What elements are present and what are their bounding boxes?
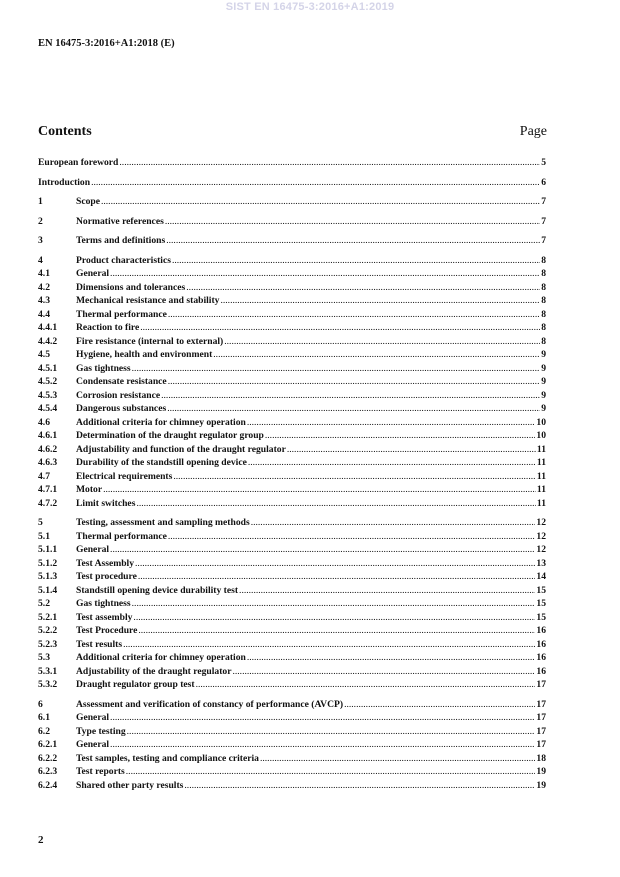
toc-entry-page: 5: [541, 157, 546, 168]
toc-entry-number: 6.2.2: [38, 752, 58, 764]
toc-entry[interactable]: [38, 779, 546, 793]
toc-entry-number: 4.7.2: [38, 497, 58, 509]
toc-leader-dots: [184, 779, 535, 793]
document-id: EN 16475-3:2016+A1:2018 (E): [38, 38, 175, 49]
toc-entry-number: 4.3: [38, 295, 50, 306]
toc-entry[interactable]: [38, 752, 546, 766]
toc-entry-number: 4.5: [38, 349, 50, 360]
toc-leader-dots: [172, 254, 540, 268]
toc-entry[interactable]: [38, 698, 546, 712]
toc-entry[interactable]: [38, 294, 546, 308]
toc-entry-page: 17: [536, 712, 546, 723]
toc-entry-page: 15: [536, 598, 546, 609]
toc-entry-page: 16: [536, 665, 546, 677]
toc-entry-number: 4.5.3: [38, 389, 58, 401]
toc-entry-title[interactable]: Dangerous substances: [76, 403, 167, 414]
toc-leader-dots: [110, 267, 540, 281]
toc-entry-number: 5.3.2: [38, 679, 58, 690]
toc-leader-dots: [91, 176, 540, 190]
toc-entry[interactable]: [38, 389, 546, 403]
toc-entry-page: 10: [536, 416, 546, 428]
toc-entry-number: 4.7: [38, 470, 50, 482]
toc-entry[interactable]: [38, 516, 546, 530]
toc-entry-number: 4.5.1: [38, 362, 58, 374]
toc-entry[interactable]: [38, 267, 546, 281]
toc-entry-title[interactable]: Testing, assessment and sampling methods: [76, 517, 250, 528]
toc-leader-dots: [132, 597, 536, 611]
toc-entry-page: 9: [541, 403, 546, 414]
toc-entry[interactable]: [38, 429, 546, 443]
toc-entry-page: 7: [541, 215, 546, 227]
toc-entry-number: 5.1.2: [38, 557, 58, 569]
toc-leader-dots: [232, 665, 535, 679]
toc-entry[interactable]: [38, 624, 546, 638]
toc-leader-dots: [224, 335, 540, 349]
toc-entry-page: 8: [541, 254, 546, 266]
toc-entry-page: 19: [536, 766, 546, 777]
toc-entry-number: 4.6.1: [38, 430, 58, 441]
toc-leader-dots: [265, 429, 536, 443]
toc-entry[interactable]: [38, 738, 546, 752]
toc-entry-page: 12: [536, 544, 546, 555]
toc-leader-dots: [138, 624, 535, 638]
toc-entry-title[interactable]: Reaction to fire: [76, 322, 140, 333]
toc-leader-dots: [166, 234, 540, 248]
toc-entry[interactable]: [38, 234, 546, 248]
toc-leader-dots: [161, 389, 540, 403]
toc-leader-dots: [168, 308, 540, 322]
toc-entry-page: 11: [536, 470, 546, 482]
toc-entry-page: 9: [541, 349, 546, 360]
toc-entry-page: 18: [536, 752, 546, 764]
toc-leader-dots: [138, 570, 536, 584]
toc-entry-title[interactable]: Dimensions and tolerances: [76, 281, 186, 293]
toc-entry-number: 6.2.1: [38, 739, 58, 750]
toc-leader-dots: [239, 584, 535, 598]
toc-entry[interactable]: [38, 725, 546, 739]
toc-entry[interactable]: [38, 651, 546, 665]
toc-entry-page: 15: [536, 584, 546, 596]
toc-entry-number: 5.2: [38, 598, 50, 609]
toc-entry[interactable]: [38, 215, 546, 229]
toc-leader-dots: [110, 543, 535, 557]
toc-entry-number: 6: [38, 698, 43, 710]
toc-entry-page: 11: [536, 497, 546, 509]
toc-entry[interactable]: [38, 195, 546, 209]
toc-entry[interactable]: [38, 483, 546, 497]
toc-entry-number: 4.6: [38, 416, 50, 428]
page-column-label: Page: [519, 124, 547, 139]
toc-entry-page: 13: [536, 557, 546, 569]
toc-entry-number: 4.4: [38, 308, 50, 320]
toc-entry-title[interactable]: Fire resistance (internal to external): [76, 335, 224, 347]
toc-leader-dots: [344, 698, 535, 712]
toc-entry-page: 8: [541, 308, 546, 320]
toc-entry-page: 6: [541, 176, 546, 188]
toc-entry-title[interactable]: Determination of the draught regulator group: [76, 430, 264, 441]
toc-entry[interactable]: [38, 335, 546, 349]
toc-entry-title[interactable]: Thermal performance: [76, 530, 167, 542]
toc-entry-title[interactable]: Condensate resistance: [76, 376, 167, 387]
toc-entry-title[interactable]: Test samples, testing and compliance criteria: [76, 752, 259, 764]
toc-leader-dots: [133, 611, 535, 625]
toc-entry[interactable]: [38, 597, 546, 611]
toc-entry[interactable]: [38, 678, 546, 692]
toc-entry-number: 5.2.3: [38, 638, 58, 650]
toc-entry-title[interactable]: European foreword: [38, 157, 119, 168]
toc-entry-page: 14: [536, 571, 546, 582]
toc-entry[interactable]: [38, 402, 546, 416]
toc-entry-title[interactable]: Additional criteria for chimney operation: [76, 652, 246, 663]
toc-entry-title[interactable]: Gas tightness: [76, 362, 131, 374]
toc-leader-dots: [213, 348, 540, 362]
toc-entry-number: 6.1: [38, 712, 50, 723]
toc-entry-page: 9: [541, 389, 546, 401]
toc-entry-number: 5.1.3: [38, 571, 58, 582]
page-number: 2: [38, 834, 44, 846]
toc-entry[interactable]: [38, 470, 546, 484]
toc-entry-page: 7: [541, 235, 546, 246]
toc-entry-page: 17: [536, 698, 546, 710]
toc-entry-title[interactable]: Shared other party results: [76, 779, 184, 791]
toc-entry-title[interactable]: Terms and definitions: [76, 235, 166, 246]
toc-entry-page: 11: [536, 443, 546, 455]
toc-entry-title[interactable]: Test results: [76, 638, 123, 650]
toc-entry-page: 9: [541, 362, 546, 374]
toc-entry-page: 16: [536, 652, 546, 663]
toc-entry-number: 4.2: [38, 281, 50, 293]
toc-entry-title[interactable]: Standstill opening device durability test: [76, 584, 239, 596]
toc-entry-page: 8: [541, 268, 546, 279]
toc-entry-title[interactable]: Thermal performance: [76, 308, 167, 320]
toc-entry-title[interactable]: Gas tightness: [76, 598, 131, 609]
toc-entry[interactable]: [38, 584, 546, 598]
toc-entry[interactable]: [38, 456, 546, 470]
toc-entry[interactable]: [38, 665, 546, 679]
toc-entry-title[interactable]: Test procedure: [76, 571, 137, 582]
toc-entry-title[interactable]: Hygiene, health and environment: [76, 349, 213, 360]
toc-entry-number: 5.2.1: [38, 611, 58, 623]
toc-leader-dots: [123, 638, 535, 652]
toc-entry-page: 10: [536, 430, 546, 441]
toc-entry-page: 8: [541, 281, 546, 293]
toc-entry[interactable]: [38, 308, 546, 322]
toc-entry-number: 4.1: [38, 268, 50, 279]
toc-entry-title[interactable]: Adjustability of the draught regulator: [76, 665, 232, 677]
toc-leader-dots: [135, 557, 535, 571]
toc-entry-number: 4.7.1: [38, 484, 58, 495]
toc-entry-title[interactable]: General: [76, 739, 110, 750]
toc-entry-number: 4.6.3: [38, 457, 58, 468]
toc-entry[interactable]: [38, 362, 546, 376]
toc-entry[interactable]: [38, 176, 546, 190]
toc-leader-dots: [127, 725, 536, 739]
toc-entry-page: 11: [536, 484, 546, 495]
toc-leader-dots: [186, 281, 540, 295]
toc-entry[interactable]: [38, 416, 546, 430]
toc-entry[interactable]: [38, 348, 546, 362]
toc-entry[interactable]: [38, 557, 546, 571]
toc-leader-dots: [260, 752, 535, 766]
toc-entry-number: 5.3.1: [38, 665, 58, 677]
toc-leader-dots: [173, 470, 536, 484]
toc-entry[interactable]: [38, 570, 546, 584]
toc-entry-title[interactable]: Scope: [76, 196, 100, 207]
toc-leader-dots: [165, 215, 540, 229]
toc-entry-number: 6.2.4: [38, 779, 58, 791]
toc-entry-title[interactable]: Test reports: [76, 766, 125, 777]
toc-leader-dots: [167, 402, 540, 416]
toc-leader-dots: [247, 651, 536, 665]
toc-entry-number: 5.2.2: [38, 625, 58, 636]
toc-entry-title[interactable]: Motor: [76, 484, 103, 495]
toc-entry-title[interactable]: Normative references: [76, 215, 164, 227]
toc-entry-page: 15: [536, 611, 546, 623]
toc-entry-number: 3: [38, 235, 43, 246]
toc-entry-page: 7: [541, 196, 546, 207]
toc-entry-title[interactable]: General: [76, 544, 110, 555]
toc-entry[interactable]: [38, 156, 546, 170]
toc-entry[interactable]: [38, 543, 546, 557]
toc-entry[interactable]: [38, 638, 546, 652]
toc-entry-title[interactable]: Limit switches: [76, 497, 136, 509]
toc-entry-title[interactable]: Adjustability and function of the draught regulator: [76, 443, 286, 455]
toc-entry-title[interactable]: Test Assembly: [76, 557, 135, 569]
toc-leader-dots: [103, 483, 536, 497]
toc-leader-dots: [136, 497, 535, 511]
toc-leader-dots: [132, 362, 541, 376]
toc-entry-number: 4.5.4: [38, 403, 58, 414]
toc-entry-page: 12: [536, 517, 546, 528]
toc-entry-page: 16: [536, 638, 546, 650]
toc-entry-number: 4.6.2: [38, 443, 58, 455]
toc-entry[interactable]: [38, 611, 546, 625]
toc-entry-title[interactable]: Assessment and verification of constancy of performance (AVCP): [76, 698, 344, 710]
toc-entry-number: 6.2.3: [38, 766, 58, 777]
toc-entry[interactable]: [38, 254, 546, 268]
toc-entry-title[interactable]: Electrical requirements: [76, 470, 173, 482]
toc-entry-title[interactable]: Corrosion resistance: [76, 389, 161, 401]
toc-leader-dots: [220, 294, 540, 308]
toc-entry-title[interactable]: Durability of the standstill opening device: [76, 457, 247, 468]
contents-heading: Contents: [38, 124, 92, 139]
toc-entry-number: 4.4.2: [38, 335, 58, 347]
toc-leader-dots: [140, 321, 540, 335]
toc-entry-number: 2: [38, 215, 43, 227]
toc-entry-page: 17: [536, 679, 546, 690]
toc-entry-page: 17: [536, 725, 546, 737]
toc-entry[interactable]: [38, 530, 546, 544]
toc-entry[interactable]: [38, 375, 546, 389]
toc-entry-title[interactable]: Mechanical resistance and stability: [76, 295, 220, 306]
toc-entry-page: 16: [536, 625, 546, 636]
toc-entry-page: 8: [541, 322, 546, 333]
toc-entry-title[interactable]: Type testing: [76, 725, 126, 737]
toc-entry-title[interactable]: Test Procedure: [76, 625, 138, 636]
toc-leader-dots: [101, 195, 540, 209]
toc-leader-dots: [287, 443, 536, 457]
toc-leader-dots: [251, 516, 536, 530]
toc-entry-page: 8: [541, 295, 546, 306]
watermark-text: SIST EN 16475-3:2016+A1:2019: [225, 1, 395, 13]
toc-entry[interactable]: [38, 497, 546, 511]
toc-entry-number: 5.1.1: [38, 544, 58, 555]
toc-leader-dots: [247, 416, 536, 430]
toc-entry-number: 5.3: [38, 652, 50, 663]
toc-entry-title[interactable]: Additional criteria for chimney operation: [76, 416, 246, 428]
toc-entry[interactable]: [38, 765, 546, 779]
toc-entry[interactable]: [38, 321, 546, 335]
toc-leader-dots: [119, 156, 540, 170]
toc-entry-title[interactable]: Test assembly: [76, 611, 133, 623]
toc-leader-dots: [110, 738, 535, 752]
toc-entry-page: 17: [536, 739, 546, 750]
toc-entry-number: 6.2: [38, 725, 50, 737]
toc-entry-page: 12: [536, 530, 546, 542]
toc-entry-number: 5.1: [38, 530, 50, 542]
toc-entry-title[interactable]: Introduction: [38, 176, 91, 188]
toc-entry-title[interactable]: General: [76, 268, 110, 279]
toc-entry-page: 19: [536, 779, 546, 791]
table-of-contents: [38, 156, 546, 792]
toc-entry-number: 5: [38, 517, 43, 528]
toc-entry-page: 9: [541, 376, 546, 387]
toc-entry[interactable]: [38, 281, 546, 295]
toc-entry-title[interactable]: Draught regulator group test: [76, 679, 195, 690]
toc-leader-dots: [110, 711, 535, 725]
toc-entry-title[interactable]: General: [76, 712, 110, 723]
toc-entry-number: 4.5.2: [38, 376, 58, 387]
toc-entry-number: 1: [38, 196, 43, 207]
toc-entry-number: 4.4.1: [38, 322, 58, 333]
toc-entry-page: 8: [541, 335, 546, 347]
toc-entry-number: 4: [38, 254, 43, 266]
toc-entry-number: 5.1.4: [38, 584, 58, 596]
toc-entry[interactable]: [38, 443, 546, 457]
toc-entry-page: 11: [536, 457, 546, 468]
toc-entry-title[interactable]: Product characteristics: [76, 254, 171, 266]
toc-leader-dots: [126, 765, 536, 779]
toc-leader-dots: [196, 678, 536, 692]
toc-entry[interactable]: [38, 711, 546, 725]
toc-leader-dots: [248, 456, 536, 470]
toc-leader-dots: [168, 530, 536, 544]
toc-leader-dots: [168, 375, 541, 389]
